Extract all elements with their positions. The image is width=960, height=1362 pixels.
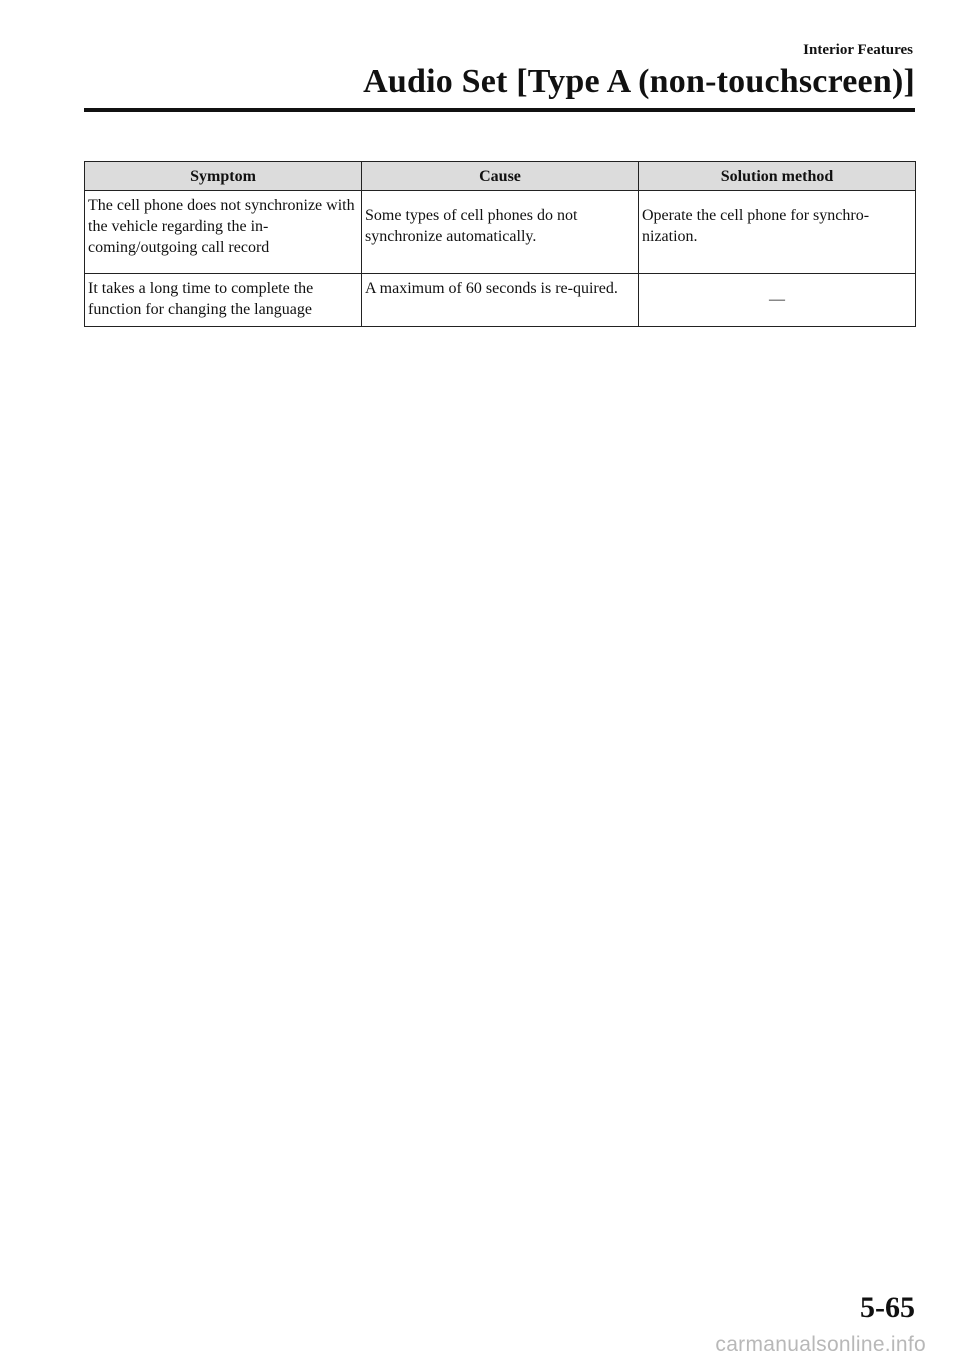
column-header-solution: Solution method [639, 162, 916, 191]
page-header [84, 40, 915, 102]
header-divider [84, 108, 915, 112]
page-number: 5-65 [860, 1291, 915, 1324]
troubleshooting-table-container [84, 161, 915, 327]
table-header-row [85, 162, 916, 191]
watermark-text: carmanualsonline.info [715, 1333, 926, 1356]
section-label: Interior Features [803, 42, 913, 58]
table-row [85, 191, 916, 274]
cause-cell: A maximum of 60 seconds is re-quired. [362, 274, 639, 327]
chapter-title: Audio Set [Type A (non-touchscreen)] [363, 63, 915, 100]
troubleshooting-table [84, 161, 916, 327]
symptom-cell: It takes a long time to complete the function for changing the language [85, 274, 362, 327]
solution-cell: — [639, 274, 916, 327]
table-row [85, 274, 916, 327]
column-header-symptom: Symptom [85, 162, 362, 191]
symptom-cell: The cell phone does not synchronize with the vehicle regarding the in-coming/outgoing call record [85, 191, 362, 274]
column-header-cause: Cause [362, 162, 639, 191]
cause-cell: Some types of cell phones do not synchronize automatically. [362, 191, 639, 274]
solution-cell: Operate the cell phone for synchro-nization. [639, 191, 916, 274]
